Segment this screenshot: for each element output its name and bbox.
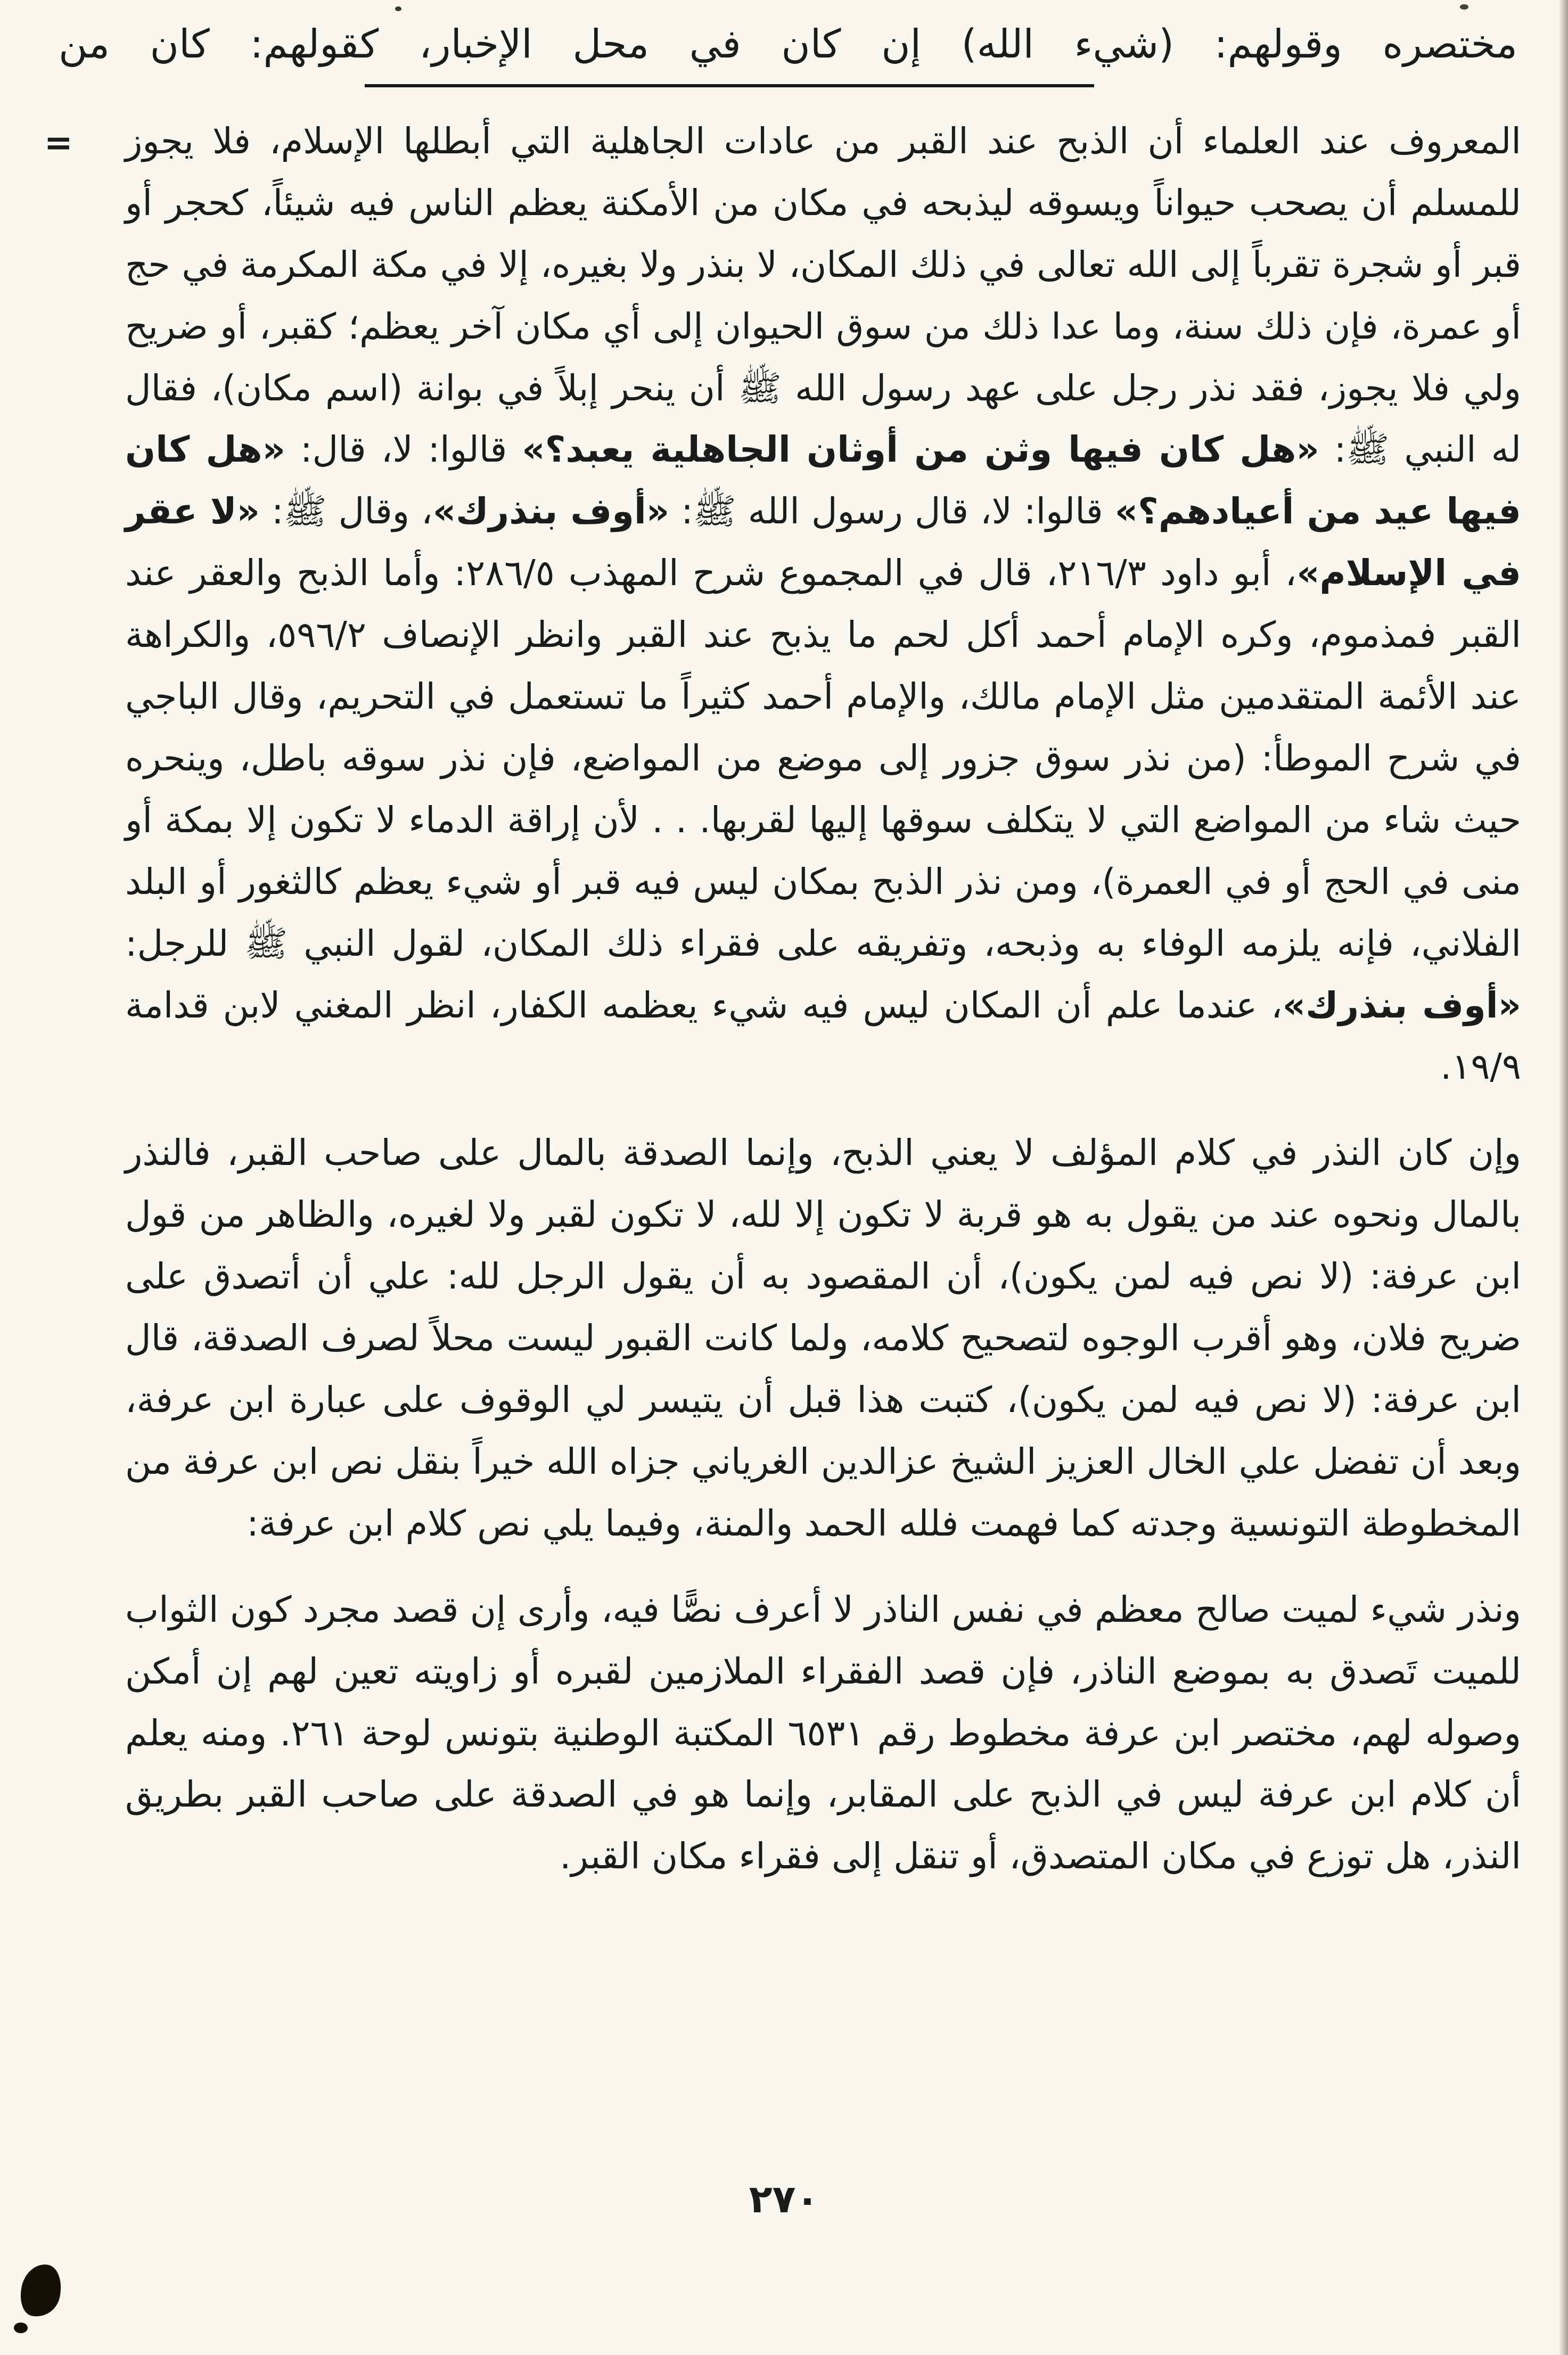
page-number: ٢٧٠ [749,2177,819,2221]
ink-stain [16,2260,65,2320]
footnote-paragraph-2: وإن كان النذر في كلام المؤلف لا يعني الذبح، وإنما الصدقة بالمال على صاحب القبر، فالنذر بالمال ونحوه عند من يقول به هو قربة لا تكون إلا لله، لا تكون لقبر ولا لغيره، والظاهر من قول ابن عرفة: (لا نص فيه لمن يكون)، أن المقصود به أن يقول الرجل لله: علي أن أتصدق على ضريح فلان، وهو أقرب الوجوه لتصحيح كلامه، ولما كانت القبور ليست محلاً لصرف الصدقة، قال ابن عرفة: (لا نص فيه لمن يكون)، كتبت هذا قبل أن يتيسر لي الوقوف على عبارة ابن عرفة، وبعد أن تفضل علي الخال العزيز الشيخ عزالدين الغرياني جزاه الله خيراً بنقل نص ابن عرفة من المخطوطة التونسية وجدته كما فهمت فلله الحمد والمنة، وفيما يلي نص كلام ابن عرفة: [125,1132,1521,1544]
ink-stain-dot [14,2323,28,2333]
footnote-continuation-mark: = [44,123,73,163]
body-text-line: مختصره وقولهم: (شيء الله) إن كان في محل الإخبار، كقولهم: كان من [59,21,1517,67]
footnote-separator-rule [365,84,1094,87]
footnote-block [44,111,1522,1888]
scan-speck [395,6,401,11]
footnote-paragraph-1: المعروف عند العلماء أن الذبح عند القبر من عادات الجاهلية التي أبطلها الإسلام، فلا يجوز للمسلم أن يصحب حيواناً ويسوقه ليذبحه في مكان من الأمكنة يعظم الناس فيه شيئاً، كحجر أو قبر أو شجرة تقرباً إلى الله تعالى في ذلك المكان، لا بنذر ولا بغيره، إلا في مكة المكرمة في حج أو عمرة، فإن ذلك سنة، وما عدا ذلك من سوق الحيوان إلى أي مكان آخر يعظم؛ كقبر، أو ضريح ولي فلا يجوز، فقد نذر رجل على عهد رسول الله ﷺ أن ينحر إبلاً في بوانة (اسم مكان)، فقال له النبي ﷺ: «هل كان فيها وثن من أوثان الجاهلية يعبد؟» قالوا: لا، قال: «هل كان فيها عيد من أعيادهم؟» قالوا: لا، قال رسول الله ﷺ: «أوف بنذرك»، وقال ﷺ: «لا عقر في الإسلام»، أبو داود ٢١٦/٣، قال في المجموع شرح المهذب ٢٨٦/٥: وأما الذبح والعقر عند القبر فمذموم، وكره الإمام أحمد أكل لحم ما يذبح عند القبر وانظر الإنصاف ٥٩٦/٢، والكراهة عند الأئمة المتقدمين مثل الإمام مالك، والإمام أحمد كثيراً ما تستعمل في التحريم، وقال الباجي في شرح الموطأ: (من نذر سوق جزور إلى موضع من المواضع، فإن نذر سوقه باطل، وينحره حيث شاء من المواضع التي لا يتكلف سوقها إليها لقربها. . . لأن إراقة الدماء لا تكون إلا بمكة أو منى في الحج أو في العمرة)، ومن نذر الذبح بمكان ليس فيه قبر أو شيء يعظم كالثغور أو البلد الفلاني، فإنه يلزمه الوفاء به وذبحه، وتفريقه على فقراء ذلك المكان، لقول النبي ﷺ للرجل: «أوف بنذرك»، عندما علم أن المكان ليس فيه شيء يعظمه الكفار، انظر المغني لابن قدامة ١٩/٩. [125,120,1522,1088]
scan-edge-shadow [1558,0,1568,2355]
scan-speck [1460,4,1468,10]
footnote-paragraph-3: ونذر شيء لميت صالح معظم في نفس الناذر لا أعرف نصًّا فيه، وأرى إن قصد مجرد كون الثواب للميت تَصدق به بموضع الناذر، فإن قصد الفقراء الملازمين لقبره أو زاويته تعين لهم إن أمكن وصوله لهم، مختصر ابن عرفة مخطوط رقم ٦٥٣١ المكتبة الوطنية بتونس لوحة ٢٦١. ومنه يعلم أن كلام ابن عرفة ليس في الذبح على المقابر، وإنما هو في الصدقة على صاحب القبر بطريق النذر، هل توزع في مكان المتصدق، أو تنقل إلى فقراء مكان القبر. [125,1588,1522,1877]
